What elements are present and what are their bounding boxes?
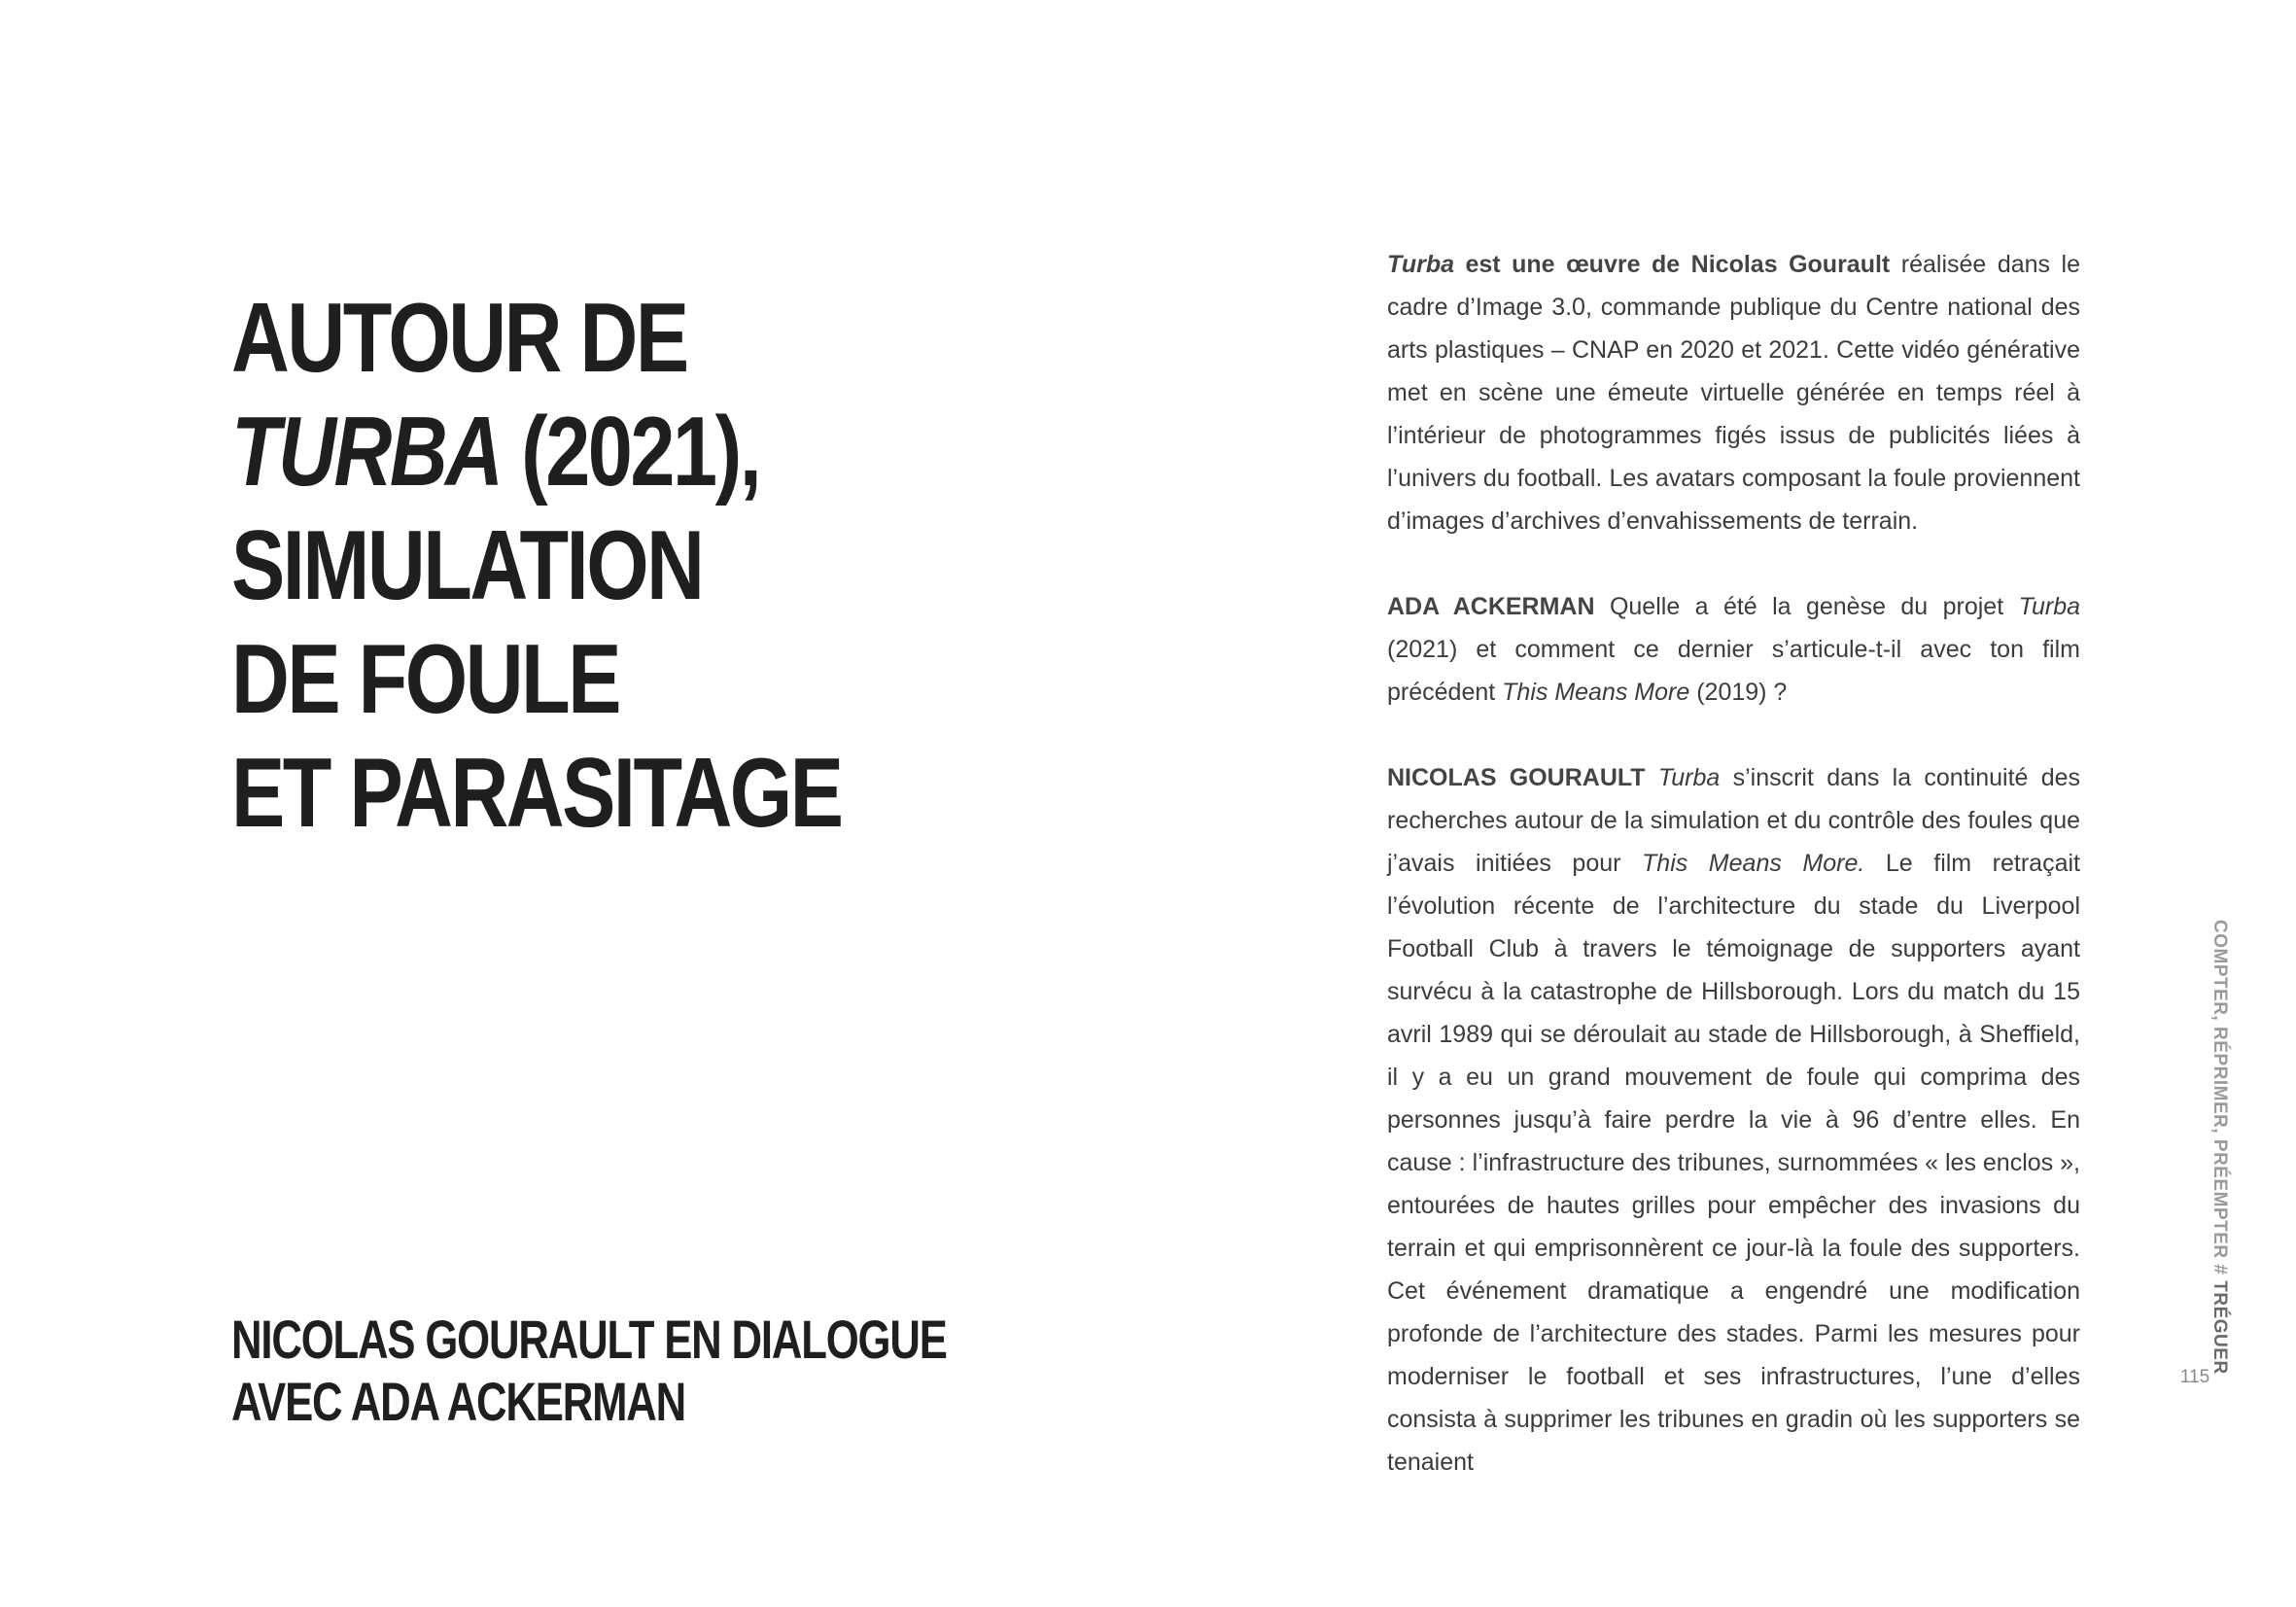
question-speaker: ADA ACKERMAN	[1387, 593, 1595, 620]
article-body	[1387, 243, 2080, 1526]
title-work-name: TURBA	[231, 397, 502, 507]
page-number: 115	[2179, 1367, 2210, 1387]
article-subtitle	[231, 1309, 1065, 1433]
subtitle-line-2: AVEC ADA ACKERMAN	[231, 1371, 686, 1433]
intro-lead: est une œuvre de Nicolas Gourault	[1454, 251, 1891, 278]
title-line-5: ET PARASITAGE	[231, 738, 842, 848]
answer-text-2: Le film retraçait l’évolution récente de l’architecture du stade du Liverpool Football Club à travers le témoignage de supporters ayant survécu à la catastrophe de Hillsborough. Lors du match du 15 avril 1989 qui se déroulait au stade de Hillsborough, à Sheffield, il y a eu un grand mouvement de foule qui comprima des personnes jusqu’à faire perdre la vie à 96 d’entre elles. En cause : l’infrastructure des tribunes, surnommées « les enclos », entourées de hautes grilles pour empêcher des invasions du terrain et qui emprisonnèrent ce jour-là la foule des supporters. Cet événement dramatique a engendré une modification profonde de l’architecture des stades. Parmi les mesures pour moderniser le football et ses infrastructures, l’une d’elles consista à supprimer les tribunes en gradin où les supporters se tenaient	[1387, 850, 2080, 1476]
question-italic-1: Turba	[2018, 593, 2081, 620]
answer-paragraph	[1387, 756, 2080, 1484]
running-head-prefix: COMPTER, RÉPRIMER, PRÉEMPTER #	[2209, 920, 2230, 1281]
title-line-4: DE FOULE	[231, 624, 620, 734]
answer-text-1: s’inscrit dans la continuité des recherches autour de la simulation et du contrôle des foules que j’avais initiées pour	[1387, 764, 2081, 877]
question-text-3: (2019) ?	[1689, 679, 1788, 706]
subtitle-line-1: NICOLAS GOURAULT EN DIALOGUE	[231, 1309, 947, 1371]
running-head-author: TRÉGUER	[2209, 1280, 2230, 1375]
title-year: (2021),	[501, 397, 760, 507]
answer-speaker: NICOLAS GOURAULT	[1387, 764, 1646, 791]
intro-text: réalisée dans le cadre d’Image 3.0, commande publique du Centre national des arts plastiques – CNAP en 2020 et 2021. Cette vidéo générative met en scène une émeute virtuelle générée en temps réel à l’intérieur de photogrammes figés issus de publicités liées à l’univers du football. Les avatars composant la foule proviennent d’images d’archives d’envahissements de terrain.	[1387, 251, 2080, 535]
question-text-2: (2021) et comment ce dernier s’articule-t-il avec ton film précédent	[1387, 636, 2080, 706]
question-paragraph	[1387, 585, 2080, 714]
question-text-1: Quelle a été la genèse du projet	[1594, 593, 2019, 620]
title-line-2	[231, 396, 949, 509]
title-line-3: SIMULATION	[231, 510, 703, 620]
answer-italic-2: This Means More.	[1642, 850, 1865, 877]
title-line-1: AUTOUR DE	[231, 283, 687, 393]
article-title	[231, 282, 949, 851]
intro-paragraph	[1387, 243, 2080, 542]
intro-work-title: Turba	[1387, 251, 1454, 278]
question-italic-2: This Means More	[1502, 679, 1690, 706]
running-head	[2199, 920, 2230, 1375]
answer-italic-1: Turba	[1645, 764, 1721, 791]
